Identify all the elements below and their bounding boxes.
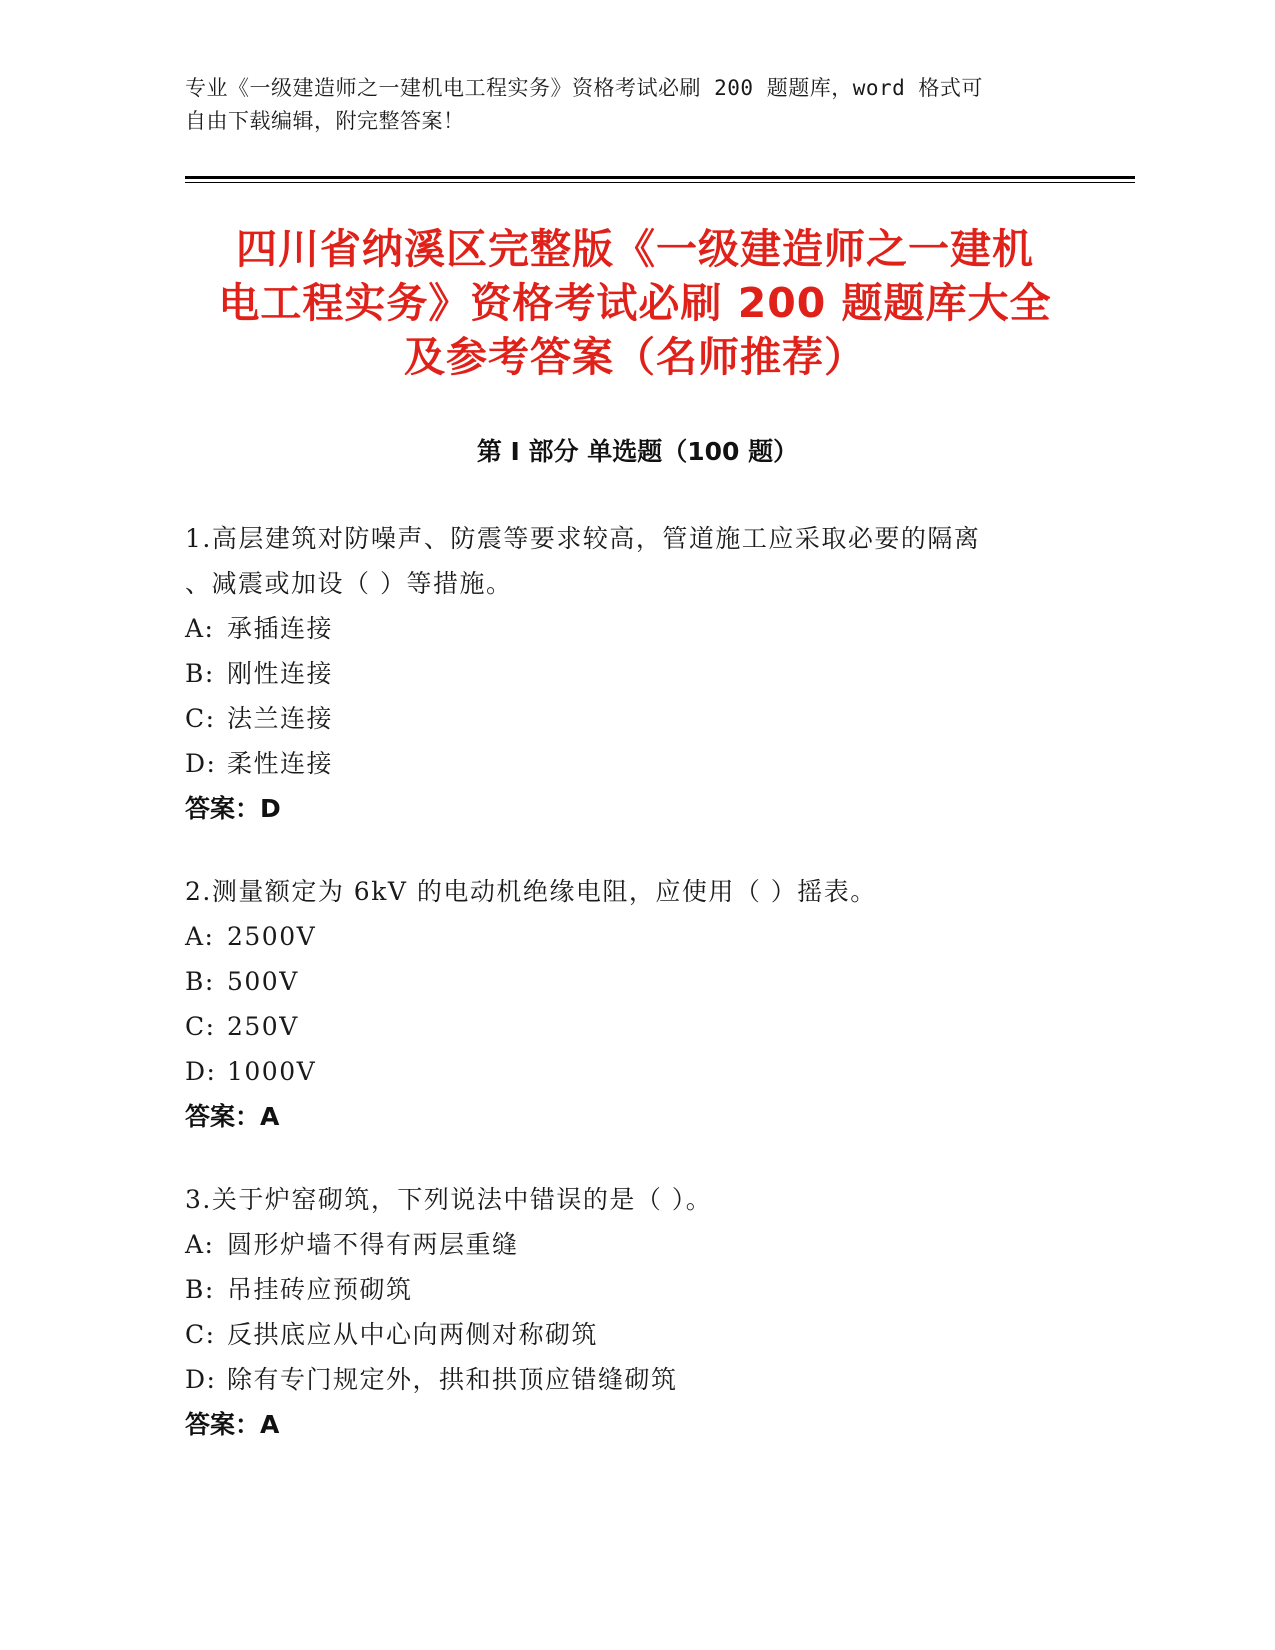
- option-letter: B:: [185, 967, 215, 996]
- option-letter: D:: [185, 1057, 217, 1086]
- question-list: [185, 516, 1065, 1485]
- question-3: [185, 1177, 1065, 1447]
- header-rule-thin: [185, 182, 1135, 183]
- option-text: 250V: [227, 1012, 299, 1041]
- header-note-line2: 自由下载编辑，附完整答案！: [185, 109, 465, 133]
- document-title: [190, 222, 1080, 384]
- header-note: [185, 72, 1065, 138]
- option-text: 吊挂砖应预砌筑: [227, 1275, 413, 1304]
- option-b: [185, 959, 1065, 1004]
- option-b: [185, 1267, 1065, 1312]
- option-letter: A:: [185, 614, 215, 643]
- option-text: 2500V: [227, 922, 317, 951]
- option-text: 柔性连接: [227, 749, 334, 778]
- option-text: 刚性连接: [227, 659, 334, 688]
- option-d: [185, 1357, 1065, 1402]
- title-line3: 及参考答案（名师推荐）: [404, 333, 866, 381]
- option-a: [185, 606, 1065, 651]
- question-2: [185, 869, 1065, 1139]
- option-a: [185, 914, 1065, 959]
- option-text: 法兰连接: [227, 704, 334, 733]
- option-letter: C:: [185, 1320, 216, 1349]
- answer: 答案：A: [185, 1102, 280, 1131]
- title-line1: 四川省纳溪区完整版《一级建造师之一建机: [236, 225, 1034, 273]
- header-rule-thick: [185, 176, 1135, 179]
- option-a: [185, 1222, 1065, 1267]
- option-c: [185, 696, 1065, 741]
- header-note-line1: 专业《一级建造师之一建机电工程实务》资格考试必刷 200 题题库，word 格式可: [185, 76, 983, 100]
- option-letter: A:: [185, 922, 215, 951]
- option-letter: C:: [185, 1012, 216, 1041]
- option-text: 500V: [227, 967, 299, 996]
- option-d: [185, 1049, 1065, 1094]
- answer: 答案：D: [185, 794, 281, 823]
- question-stem-continued: 、减震或加设（ ）等措施。: [185, 569, 513, 598]
- question-stem: 2.测量额定为 6kV 的电动机绝缘电阻，应使用（ ）摇表。: [185, 877, 877, 906]
- question-stem: 1.高层建筑对防噪声、防震等要求较高，管道施工应采取必要的隔离: [185, 524, 981, 553]
- option-letter: B:: [185, 1275, 215, 1304]
- section-heading: 第 I 部分 单选题（100 题）: [476, 437, 799, 466]
- option-letter: D:: [185, 1365, 217, 1394]
- question-stem: 3.关于炉窑砌筑，下列说法中错误的是（ ）。: [185, 1185, 713, 1214]
- option-d: [185, 741, 1065, 786]
- option-b: [185, 651, 1065, 696]
- option-text: 除有专门规定外，拱和拱顶应错缝砌筑: [227, 1365, 678, 1394]
- option-letter: C:: [185, 704, 216, 733]
- answer: 答案：A: [185, 1410, 280, 1439]
- question-1: [185, 516, 1065, 831]
- title-line2: 电工程实务》资格考试必刷 200 题题库大全: [218, 279, 1052, 327]
- option-text: 承插连接: [227, 614, 334, 643]
- option-letter: D:: [185, 749, 217, 778]
- option-c: [185, 1004, 1065, 1049]
- option-c: [185, 1312, 1065, 1357]
- option-letter: B:: [185, 659, 215, 688]
- option-text: 圆形炉墙不得有两层重缝: [227, 1230, 519, 1259]
- option-text: 1000V: [227, 1057, 317, 1086]
- option-letter: A:: [185, 1230, 215, 1259]
- option-text: 反拱底应从中心向两侧对称砌筑: [227, 1320, 599, 1349]
